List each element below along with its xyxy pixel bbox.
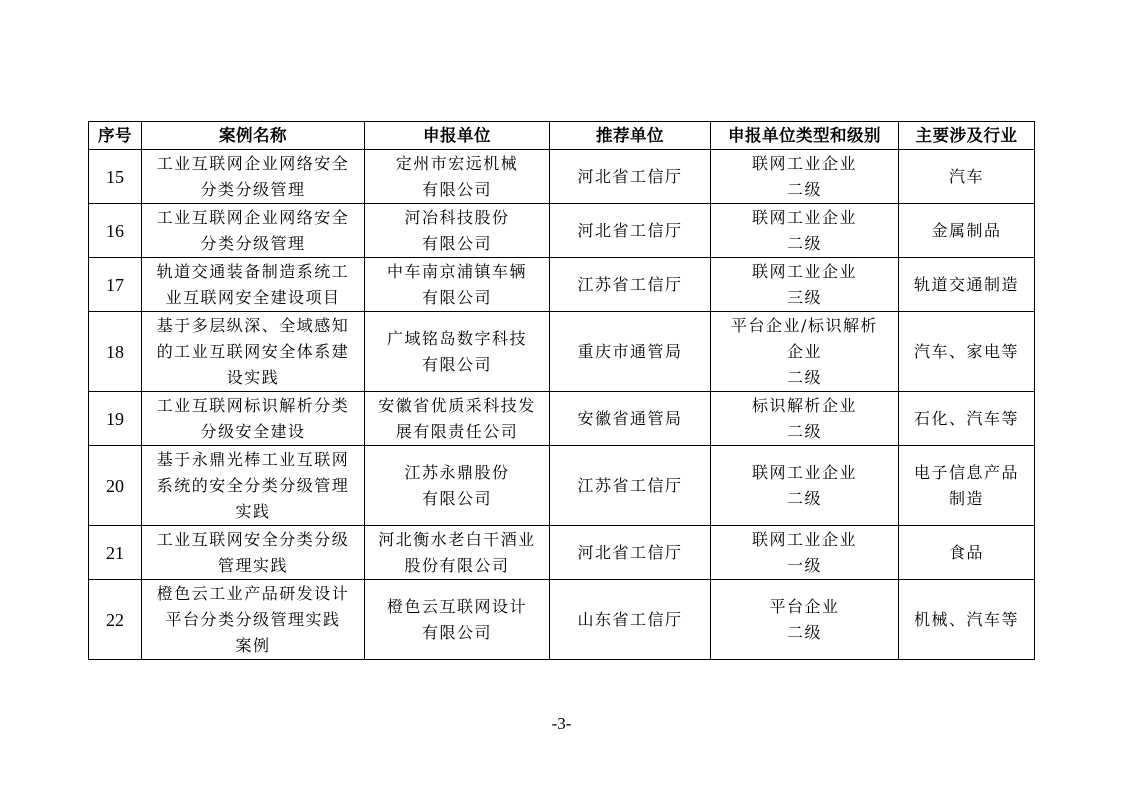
case-name-cell [142, 446, 365, 526]
recommender-cell: 河北省工信厅 [550, 526, 711, 580]
serial-number-cell: 17 [89, 258, 142, 312]
applicant-line: 有限公司 [421, 179, 492, 199]
case-name-line: 分类分级管理 [200, 233, 306, 253]
industry-line: 机械、汽车等 [913, 609, 1019, 629]
applicant-line: 中车南京浦镇车辆 [386, 261, 527, 281]
case-name-line: 分类分级管理 [200, 179, 306, 199]
applicant-line: 股份有限公司 [404, 555, 510, 575]
type-level-cell [711, 580, 899, 660]
case-name-cell [142, 580, 365, 660]
type-level-line: 三级 [786, 287, 822, 307]
industry-line: 食品 [948, 542, 984, 562]
table-row [89, 392, 1035, 446]
industry-cell [899, 204, 1035, 258]
applicant-line: 有限公司 [421, 354, 492, 374]
case-name-line: 案例 [235, 635, 271, 655]
header-case-name: 案例名称 [142, 122, 365, 150]
serial-number-cell: 20 [89, 446, 142, 526]
case-name-line: 工业互联网企业网络安全 [156, 153, 350, 173]
case-name-cell [142, 392, 365, 446]
applicant-cell [365, 204, 550, 258]
type-level-line: 联网工业企业 [751, 462, 857, 482]
type-level-line: 二级 [786, 179, 822, 199]
table-row [89, 526, 1035, 580]
applicant-cell [365, 258, 550, 312]
industry-cell [899, 312, 1035, 392]
table-body [89, 150, 1035, 660]
recommender-cell: 河北省工信厅 [550, 204, 711, 258]
type-level-line: 一级 [786, 555, 822, 575]
header-applicant: 申报单位 [365, 122, 550, 150]
case-name-cell [142, 150, 365, 204]
table-row [89, 446, 1035, 526]
recommender-cell: 山东省工信厅 [550, 580, 711, 660]
industry-line: 汽车 [948, 166, 984, 186]
recommender-cell: 江苏省工信厅 [550, 446, 711, 526]
type-level-line: 联网工业企业 [751, 207, 857, 227]
case-name-line: 平台分类分级管理实践 [165, 609, 341, 629]
applicant-line: 安徽省优质采科技发 [378, 395, 536, 415]
type-level-line: 二级 [786, 622, 822, 642]
recommender-cell: 重庆市通管局 [550, 312, 711, 392]
case-name-line: 系统的安全分类分级管理 [156, 475, 350, 495]
applicant-cell [365, 580, 550, 660]
applicant-cell [365, 446, 550, 526]
industry-line: 金属制品 [931, 220, 1002, 240]
type-level-cell [711, 258, 899, 312]
case-name-line: 工业互联网标识解析分类 [156, 395, 350, 415]
type-level-line: 联网工业企业 [751, 153, 857, 173]
case-name-cell [142, 204, 365, 258]
serial-number-cell: 21 [89, 526, 142, 580]
applicant-line: 定州市宏远机械 [395, 153, 519, 173]
page-number: -3- [551, 714, 572, 733]
header-type-level: 申报单位类型和级别 [711, 122, 899, 150]
applicant-cell [365, 312, 550, 392]
case-name-line: 基于多层纵深、全域感知 [156, 315, 350, 335]
applicant-cell [365, 392, 550, 446]
table-row [89, 150, 1035, 204]
type-level-line: 二级 [786, 233, 822, 253]
applicant-line: 河冶科技股份 [404, 207, 510, 227]
type-level-line: 平台企业/标识解析 [731, 315, 878, 335]
recommender-cell: 江苏省工信厅 [550, 258, 711, 312]
applicant-line: 河北衡水老白干酒业 [378, 529, 536, 549]
case-name-line: 业互联网安全建设项目 [165, 287, 341, 307]
case-name-line: 的工业互联网安全体系建 [156, 341, 350, 361]
industry-cell [899, 526, 1035, 580]
industry-cell [899, 580, 1035, 660]
type-level-cell [711, 204, 899, 258]
case-name-line: 工业互联网安全分类分级 [156, 529, 350, 549]
table-row [89, 580, 1035, 660]
type-level-line: 平台企业 [769, 596, 840, 616]
applicant-cell [365, 526, 550, 580]
type-level-cell [711, 446, 899, 526]
industry-line: 电子信息产品 [913, 462, 1019, 482]
applicant-line: 有限公司 [421, 233, 492, 253]
case-name-line: 橙色云工业产品研发设计 [156, 583, 350, 603]
case-name-line: 实践 [235, 501, 271, 521]
serial-number-cell: 22 [89, 580, 142, 660]
industry-cell [899, 392, 1035, 446]
table-header-row [89, 122, 1035, 150]
serial-number-cell: 15 [89, 150, 142, 204]
type-level-line: 联网工业企业 [751, 261, 857, 281]
case-name-line: 管理实践 [217, 555, 288, 575]
case-name-line: 设实践 [226, 367, 280, 387]
type-level-line: 企业 [786, 341, 822, 361]
type-level-cell [711, 312, 899, 392]
header-serial: 序号 [89, 122, 142, 150]
case-table [88, 121, 1035, 660]
header-recommender: 推荐单位 [550, 122, 711, 150]
type-level-line: 二级 [786, 488, 822, 508]
type-level-line: 二级 [786, 367, 822, 387]
industry-line: 轨道交通制造 [913, 274, 1019, 294]
case-name-cell [142, 526, 365, 580]
industry-line: 石化、汽车等 [913, 408, 1019, 428]
industry-cell [899, 446, 1035, 526]
serial-number-cell: 18 [89, 312, 142, 392]
applicant-line: 展有限责任公司 [395, 421, 519, 441]
applicant-line: 江苏永鼎股份 [404, 462, 510, 482]
serial-number-cell: 16 [89, 204, 142, 258]
type-level-cell [711, 526, 899, 580]
case-name-cell [142, 312, 365, 392]
type-level-line: 二级 [786, 421, 822, 441]
industry-line: 制造 [948, 488, 984, 508]
table-row [89, 258, 1035, 312]
header-industry: 主要涉及行业 [899, 122, 1035, 150]
recommender-cell: 河北省工信厅 [550, 150, 711, 204]
type-level-cell [711, 392, 899, 446]
applicant-line: 广域铭岛数字科技 [386, 328, 527, 348]
applicant-line: 有限公司 [421, 287, 492, 307]
case-name-line: 轨道交通装备制造系统工 [156, 261, 350, 281]
applicant-line: 有限公司 [421, 488, 492, 508]
case-name-line: 工业互联网企业网络安全 [156, 207, 350, 227]
case-name-line: 基于永鼎光棒工业互联网 [156, 449, 350, 469]
industry-cell [899, 258, 1035, 312]
applicant-line: 有限公司 [421, 622, 492, 642]
serial-number-cell: 19 [89, 392, 142, 446]
industry-cell [899, 150, 1035, 204]
recommender-cell: 安徽省通管局 [550, 392, 711, 446]
case-name-line: 分级安全建设 [200, 421, 306, 441]
type-level-line: 联网工业企业 [751, 529, 857, 549]
industry-line: 汽车、家电等 [913, 341, 1019, 361]
applicant-line: 橙色云互联网设计 [386, 596, 527, 616]
type-level-cell [711, 150, 899, 204]
case-name-cell [142, 258, 365, 312]
type-level-line: 标识解析企业 [751, 395, 857, 415]
applicant-cell [365, 150, 550, 204]
table-row [89, 312, 1035, 392]
table-row [89, 204, 1035, 258]
